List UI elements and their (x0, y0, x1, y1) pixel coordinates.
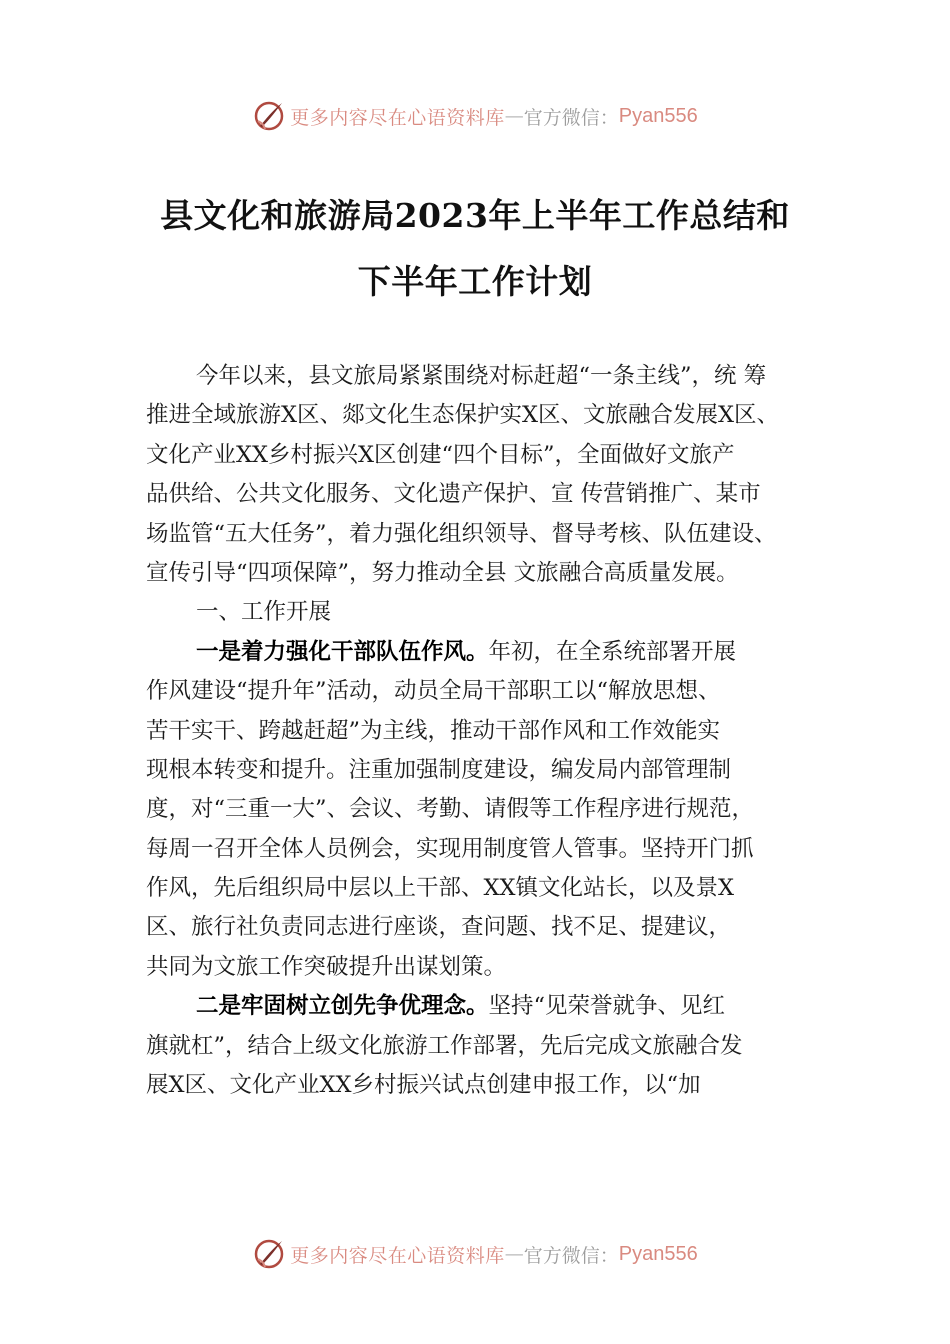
banner-wechat-id: Pyan556 (618, 104, 698, 127)
banner-wechat-label: 官方微信： (523, 106, 619, 129)
paragraph-line (146, 633, 846, 672)
footer-banner (0, 1234, 950, 1274)
paragraph-line: 度，对“三重一大”、会议、考勤、请假等工作程序进行规范， (146, 796, 755, 823)
paragraph-line: 苦干实干、跨越赶超”为主线，推动干部作风和工作效能实 (146, 717, 721, 744)
paragraph-line: 区、旅行社负责同志进行座谈，查问题、找不足、提建议， (146, 914, 732, 941)
paragraph-line (146, 987, 846, 1026)
paragraph-lead-bold: 一是着力强化干部队伍作风。 (196, 638, 489, 665)
banner-main-text: 更多内容尽在心语资料库 (290, 1244, 505, 1267)
banner-dash: — (504, 105, 524, 127)
banner-wechat-id: Pyan556 (618, 1242, 698, 1265)
paragraph-line: 推进全域旅游X区、郯文化生态保护实X区、文旅融合发展X区、 (146, 402, 780, 429)
paragraph-lead-bold: 二是牢固树立创先争优理念。 (196, 993, 489, 1020)
banner-wechat-label: 官方微信： (523, 1244, 619, 1267)
quill-logo-icon (252, 1237, 286, 1271)
header-banner (0, 96, 950, 136)
banner-dash: — (504, 1243, 524, 1265)
document-title-line-1: 县文化和旅游局2023年上半年工作总结和 (160, 196, 790, 235)
paragraph-line: 作风建设“提升年”活动，动员全局干部职工以“解放思想、 (146, 678, 721, 705)
paragraph-line: 今年以来，县文旅局紧紧围绕对标赶超“一条主线”，统 筹 (196, 363, 767, 389)
paragraph-line: 现根本转变和提升。注重加强制度建设，编发局内部管理制 (146, 756, 732, 783)
paragraph-line: 宣传引导“四项保障”，努力推动全县 文旅融合高质量发展。 (146, 559, 739, 586)
section-heading: 一、工作开展 (196, 599, 332, 626)
paragraph-line: 文化产业XX乡村振兴X区创建“四个目标”，全面做好文旅产 (146, 441, 735, 468)
document-body (146, 357, 846, 1105)
quill-logo-icon (252, 99, 286, 133)
paragraph-line-text: 年初，在全系统部署开展 (488, 638, 737, 665)
paragraph-line: 共同为文旅工作突破提升出谋划策。 (146, 953, 507, 980)
paragraph-line: 作风，先后组织局中层以上干部、XX镇文化站长，以及景X (146, 875, 735, 902)
document-title-line-2: 下半年工作计划 (357, 262, 593, 301)
paragraph-line: 旗就杠”，结合上级文化旅游工作部署，先后完成文旅融合发 (146, 1032, 743, 1059)
paragraph-line: 品供给、公共文化服务、文化遗产保护、宣 传营销推广、某市 (146, 481, 761, 508)
paragraph-line: 每周一召开全体人员例会，实现用制度管人管事。坚持开门抓 (146, 835, 754, 862)
paragraph-line-text: 坚持“见荣誉就争、见红 (488, 993, 726, 1020)
banner-main-text: 更多内容尽在心语资料库 (290, 106, 505, 129)
paragraph-line: 场监管“五大任务”，着力强化组织领导、督导考核、队伍建设、 (146, 520, 777, 547)
paragraph-line: 展X区、文化产业XX乡村振兴试点创建申报工作，以“加 (146, 1072, 701, 1099)
